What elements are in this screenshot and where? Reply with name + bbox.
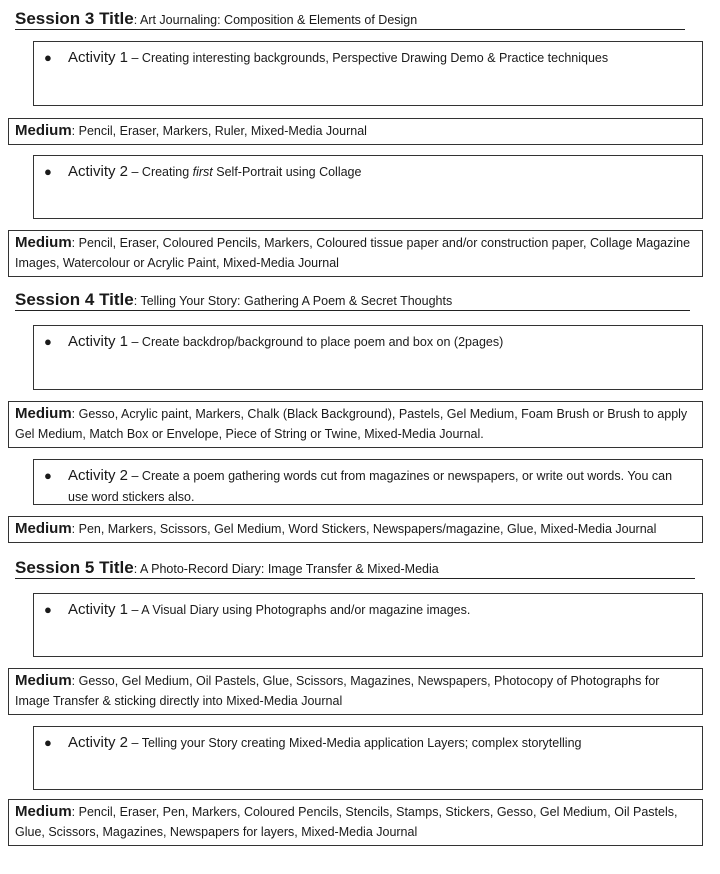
- session-4-activity-2: [33, 459, 703, 505]
- activity-text: – Creating interesting backgrounds, Perspective Drawing Demo & Practice techniques: [128, 51, 609, 65]
- session-3-medium-2: [8, 230, 703, 277]
- activity-text: – Create backdrop/background to place poem and box on (2pages): [128, 335, 504, 349]
- medium-text: : Pencil, Eraser, Pen, Markers, Coloured Pencils, Stencils, Stamps, Stickers, Gesso, Gel Medium, Oil Pastels, Glue, Scissors, Magazines, Newspapers for layers, Mixed-Media Journal: [15, 805, 678, 839]
- activity-label: Activity 1: [68, 601, 129, 618]
- medium-label: Medium: [15, 405, 72, 422]
- session-5-medium-1: [8, 668, 703, 715]
- medium-text: : Pen, Markers, Scissors, Gel Medium, Word Stickers, Newspapers/magazine, Glue, Mixed-Media Journal: [71, 522, 657, 536]
- session-4-activity-1: [33, 325, 703, 390]
- medium-label: Medium: [15, 520, 72, 537]
- session-3-title: [15, 9, 685, 30]
- bullet-icon: ●: [44, 50, 52, 65]
- activity-label: Activity 2: [68, 467, 129, 484]
- activity-label: Activity 1: [68, 333, 129, 350]
- bullet-icon: ●: [44, 468, 52, 483]
- activity-text: – Telling your Story creating Mixed-Media application Layers; complex storytelling: [128, 736, 582, 750]
- activity-label: Activity 2: [68, 734, 129, 751]
- session-5-medium-2: [8, 799, 703, 846]
- activity-text: – Create a poem gathering words cut from magazines or newspapers, or write out words. You can use word stickers also.: [68, 469, 673, 504]
- session-4-medium-1: [8, 401, 703, 448]
- activity-emphasis: first: [192, 165, 213, 179]
- activity-label: Activity 2: [68, 163, 129, 180]
- session-title-text: : Telling Your Story: Gathering A Poem & Secret Thoughts: [133, 294, 453, 308]
- medium-text: : Gesso, Acrylic paint, Markers, Chalk (Black Background), Pastels, Gel Medium, Foam Brush or Brush to apply Gel Medium, Match Box or Envelope, Piece of String or Twine, Mixed-Media Journal.: [15, 407, 688, 441]
- session-label: Session 4 Title: [15, 290, 134, 309]
- session-label: Session 3 Title: [15, 9, 134, 28]
- session-3-activity-1: [33, 41, 703, 106]
- session-4-medium-2: [8, 516, 703, 543]
- bullet-icon: ●: [44, 735, 52, 750]
- session-title-text: : Art Journaling: Composition & Elements of Design: [133, 13, 418, 27]
- bullet-icon: ●: [44, 602, 52, 617]
- activity-label: Activity 1: [68, 49, 129, 66]
- session-title-text: : A Photo-Record Diary: Image Transfer & Mixed-Media: [133, 562, 439, 576]
- session-3-medium-1: [8, 118, 703, 145]
- session-label: Session 5 Title: [15, 558, 134, 577]
- session-3-activity-2: [33, 155, 703, 219]
- bullet-icon: ●: [44, 164, 52, 179]
- medium-label: Medium: [15, 672, 72, 689]
- activity-text: – Creating: [128, 165, 193, 179]
- activity-text: – A Visual Diary using Photographs and/or magazine images.: [128, 603, 471, 617]
- session-4-title: [15, 290, 690, 311]
- session-5-activity-1: [33, 593, 703, 657]
- activity-text: Self-Portrait using Collage: [212, 165, 362, 179]
- session-5-title: [15, 558, 695, 579]
- medium-text: : Pencil, Eraser, Markers, Ruler, Mixed-Media Journal: [71, 124, 367, 138]
- bullet-icon: ●: [44, 334, 52, 349]
- medium-label: Medium: [15, 803, 72, 820]
- session-5-activity-2: [33, 726, 703, 790]
- medium-label: Medium: [15, 122, 72, 139]
- medium-label: Medium: [15, 234, 72, 251]
- medium-text: : Pencil, Eraser, Coloured Pencils, Markers, Coloured tissue paper and/or construction paper, Collage Magazine Images, Watercolour or Acrylic Paint, Mixed-Media Journal: [15, 236, 691, 270]
- medium-text: : Gesso, Gel Medium, Oil Pastels, Glue, Scissors, Magazines, Newspapers, Photocopy of Photographs for Image Transfer & sticking directly into Mixed-Media Journal: [15, 674, 660, 708]
